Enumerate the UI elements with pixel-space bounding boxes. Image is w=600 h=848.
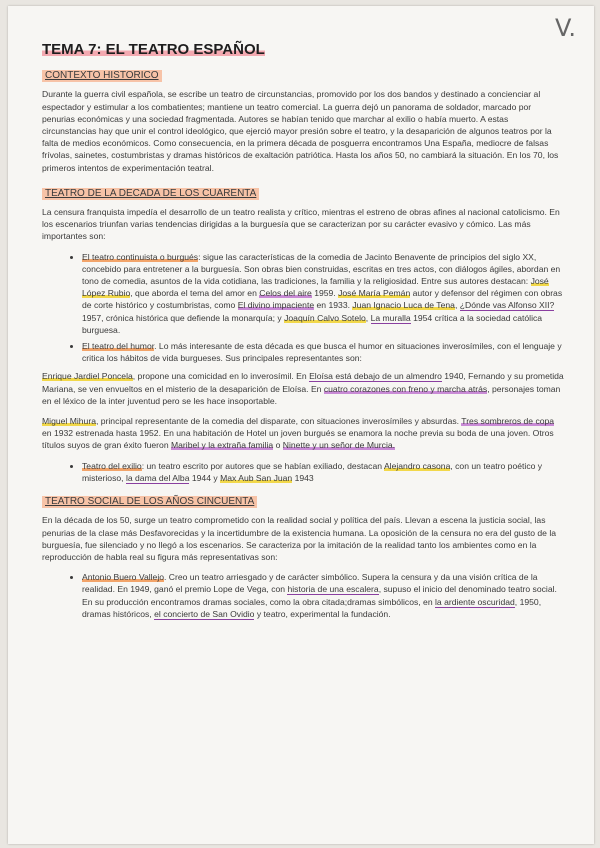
document-body: [42, 41, 564, 626]
paragraph-jardiel-poncela: Enrique Jardiel Poncela, propone una comicidad en lo inverosímil. En Eloísa está debajo de un almendro 1940, Fernando y su prometida Mariana, se ven envueltos en el misterio de la desaparición de Eloísa. En cuatro corazones con freno y marcha atrás, personajes toman en el léxico de la inter juventud pero se les hace insoportable.: [42, 371, 564, 406]
list-item-teatro-continuista: • El teatro continuista o burgués: sigue las características de la comedia de Jacinto Benavente de principios del siglo XX, concebido para entretener a la burguesía. Son obras bien construidas, escritas en tres actos, con diálogos ágiles, abordan en tono de comedia, asuntos de la vida cotidiana, las tradiciones, la familia y la religiosidad. Entre sus autores destacan: José López Rubio, que aborda el tema del amor en Celos del aire 1959. José María Pemán autor y defensor del régimen con obras de corte histórico y costumbristas, como El divino impaciente en 1933. Juan Ignacio Luca de Tena, ¿Dónde vas Alfonso XII? 1957, crónica histórica que defiende la monarquía; y Joaquín Calvo Sotelo, La muralla 1954 crítica a la sociedad católica burguesa.: [82, 251, 564, 336]
list-cincuenta: [42, 571, 564, 620]
section-heading-cuarenta: TEATRO DE LA DECADA DE LOS CUARENTA: [42, 188, 259, 200]
list-cuarenta: [42, 251, 564, 365]
document-title: TEMA 7: EL TEATRO ESPAÑOL: [42, 41, 265, 58]
paragraph-cincuenta-intro: En la década de los 50, surge un teatro comprometido con la realidad social y política del país. Llevan a escena la justicia social, las penurias de la clase más Desfavorecidas y la incertidumbre de la existencia humana. La oposición de la censura no era del gusto de la burguesía, fue silenciado y no llegó a los escenarios. Se caracteriza por la imitación de la realidad tanto los ambientes como en la reproducción de habla real su figura más representativas son:: [42, 515, 557, 562]
handwritten-checkmark: V.: [555, 14, 576, 42]
paragraph-cuarenta-intro: La censura franquista impedía el desarrollo de un teatro realista y crítico, mientras el estreno de obras afines al nacional catolicismo. En los escenarios triunfan varias tendencias dirigidas a la burguesía que se caracterizan por su carácter evasivo y cómico. Las más importantes son:: [42, 207, 560, 242]
section-heading-cincuenta: TEATRO SOCIAL DE LOS AÑOS CINCUENTA: [42, 496, 257, 508]
list-item-teatro-humor: • El teatro del humor. Lo más interesante de esta década es que busca el humor en situaciones inverosímiles, con el lenguaje y critica los hábitos de vida burgueses. Sus principales representantes son:: [82, 340, 564, 364]
list-item-buero-vallejo: • Antonio Buero Vallejo. Creo un teatro arriesgado y de carácter simbólico. Supera la censura y da una visión crítica de la realidad. En 1949, ganó el premio Lope de Vega, con historia de una escalera, supuso el inicio del denominado teatro social. En su producción encontramos dramas sociales, como la obra citada;dramas simbólicos, en la ardiente oscuridad, 1950, dramas históricos, el concierto de San Ovidio y teatro, experimental la fundación.: [82, 571, 564, 620]
paragraph-contexto: Durante la guerra civil española, se escribe un teatro de circunstancias, promovido por los dos bandos y destinado a concienciar al espectador y estimular a los combatientes; mantiene un teatro comercial. La guerra dejó un panorama de soldador, marcado por penurias económicas y una sociedad fragmentada. Autores se habían tenido que marchar al exilio o había muerto. A estas circunstancias hay que unir el control ideológico, que ejerció mayor presión sobre el teatro, y la desaparición de algunos teatros por la falta de medios económicos. Como consecuencia, en la primera década de posguerra encontramos Una España, mediocre de falsas frívolas, sainetes, costumbristas y dramas históricos de exaltación patriótica. Hasta los años 50, no cambiará la situación. En los 70, los primeros intentos de experimentación teatral.: [42, 89, 559, 173]
list-exilio: [42, 460, 564, 484]
section-heading-contexto: CONTEXTO HISTORICO: [42, 70, 162, 82]
list-item-teatro-exilio: • Teatro del exilio: un teatro escrito por autores que se habían exiliado, destacan Alejandro casona, con un teatro poético y misterioso, la dama del Alba 1944 y Max Aub San Juan 1943: [82, 460, 564, 484]
document-page: [8, 6, 594, 844]
paragraph-mihura: Miguel Mihura, principal representante de la comedia del disparate, con situaciones inverosímiles y absurdas. Tres sombreros de copa en 1932 estrenada hasta 1952. En una habitación de Hotel un joven burgués se enamora la noche previa su boda de una joven. Otros títulos suyos de gran éxito fueron Maribel y la extraña familia o Ninette y un señor de Murcia.: [42, 416, 555, 451]
